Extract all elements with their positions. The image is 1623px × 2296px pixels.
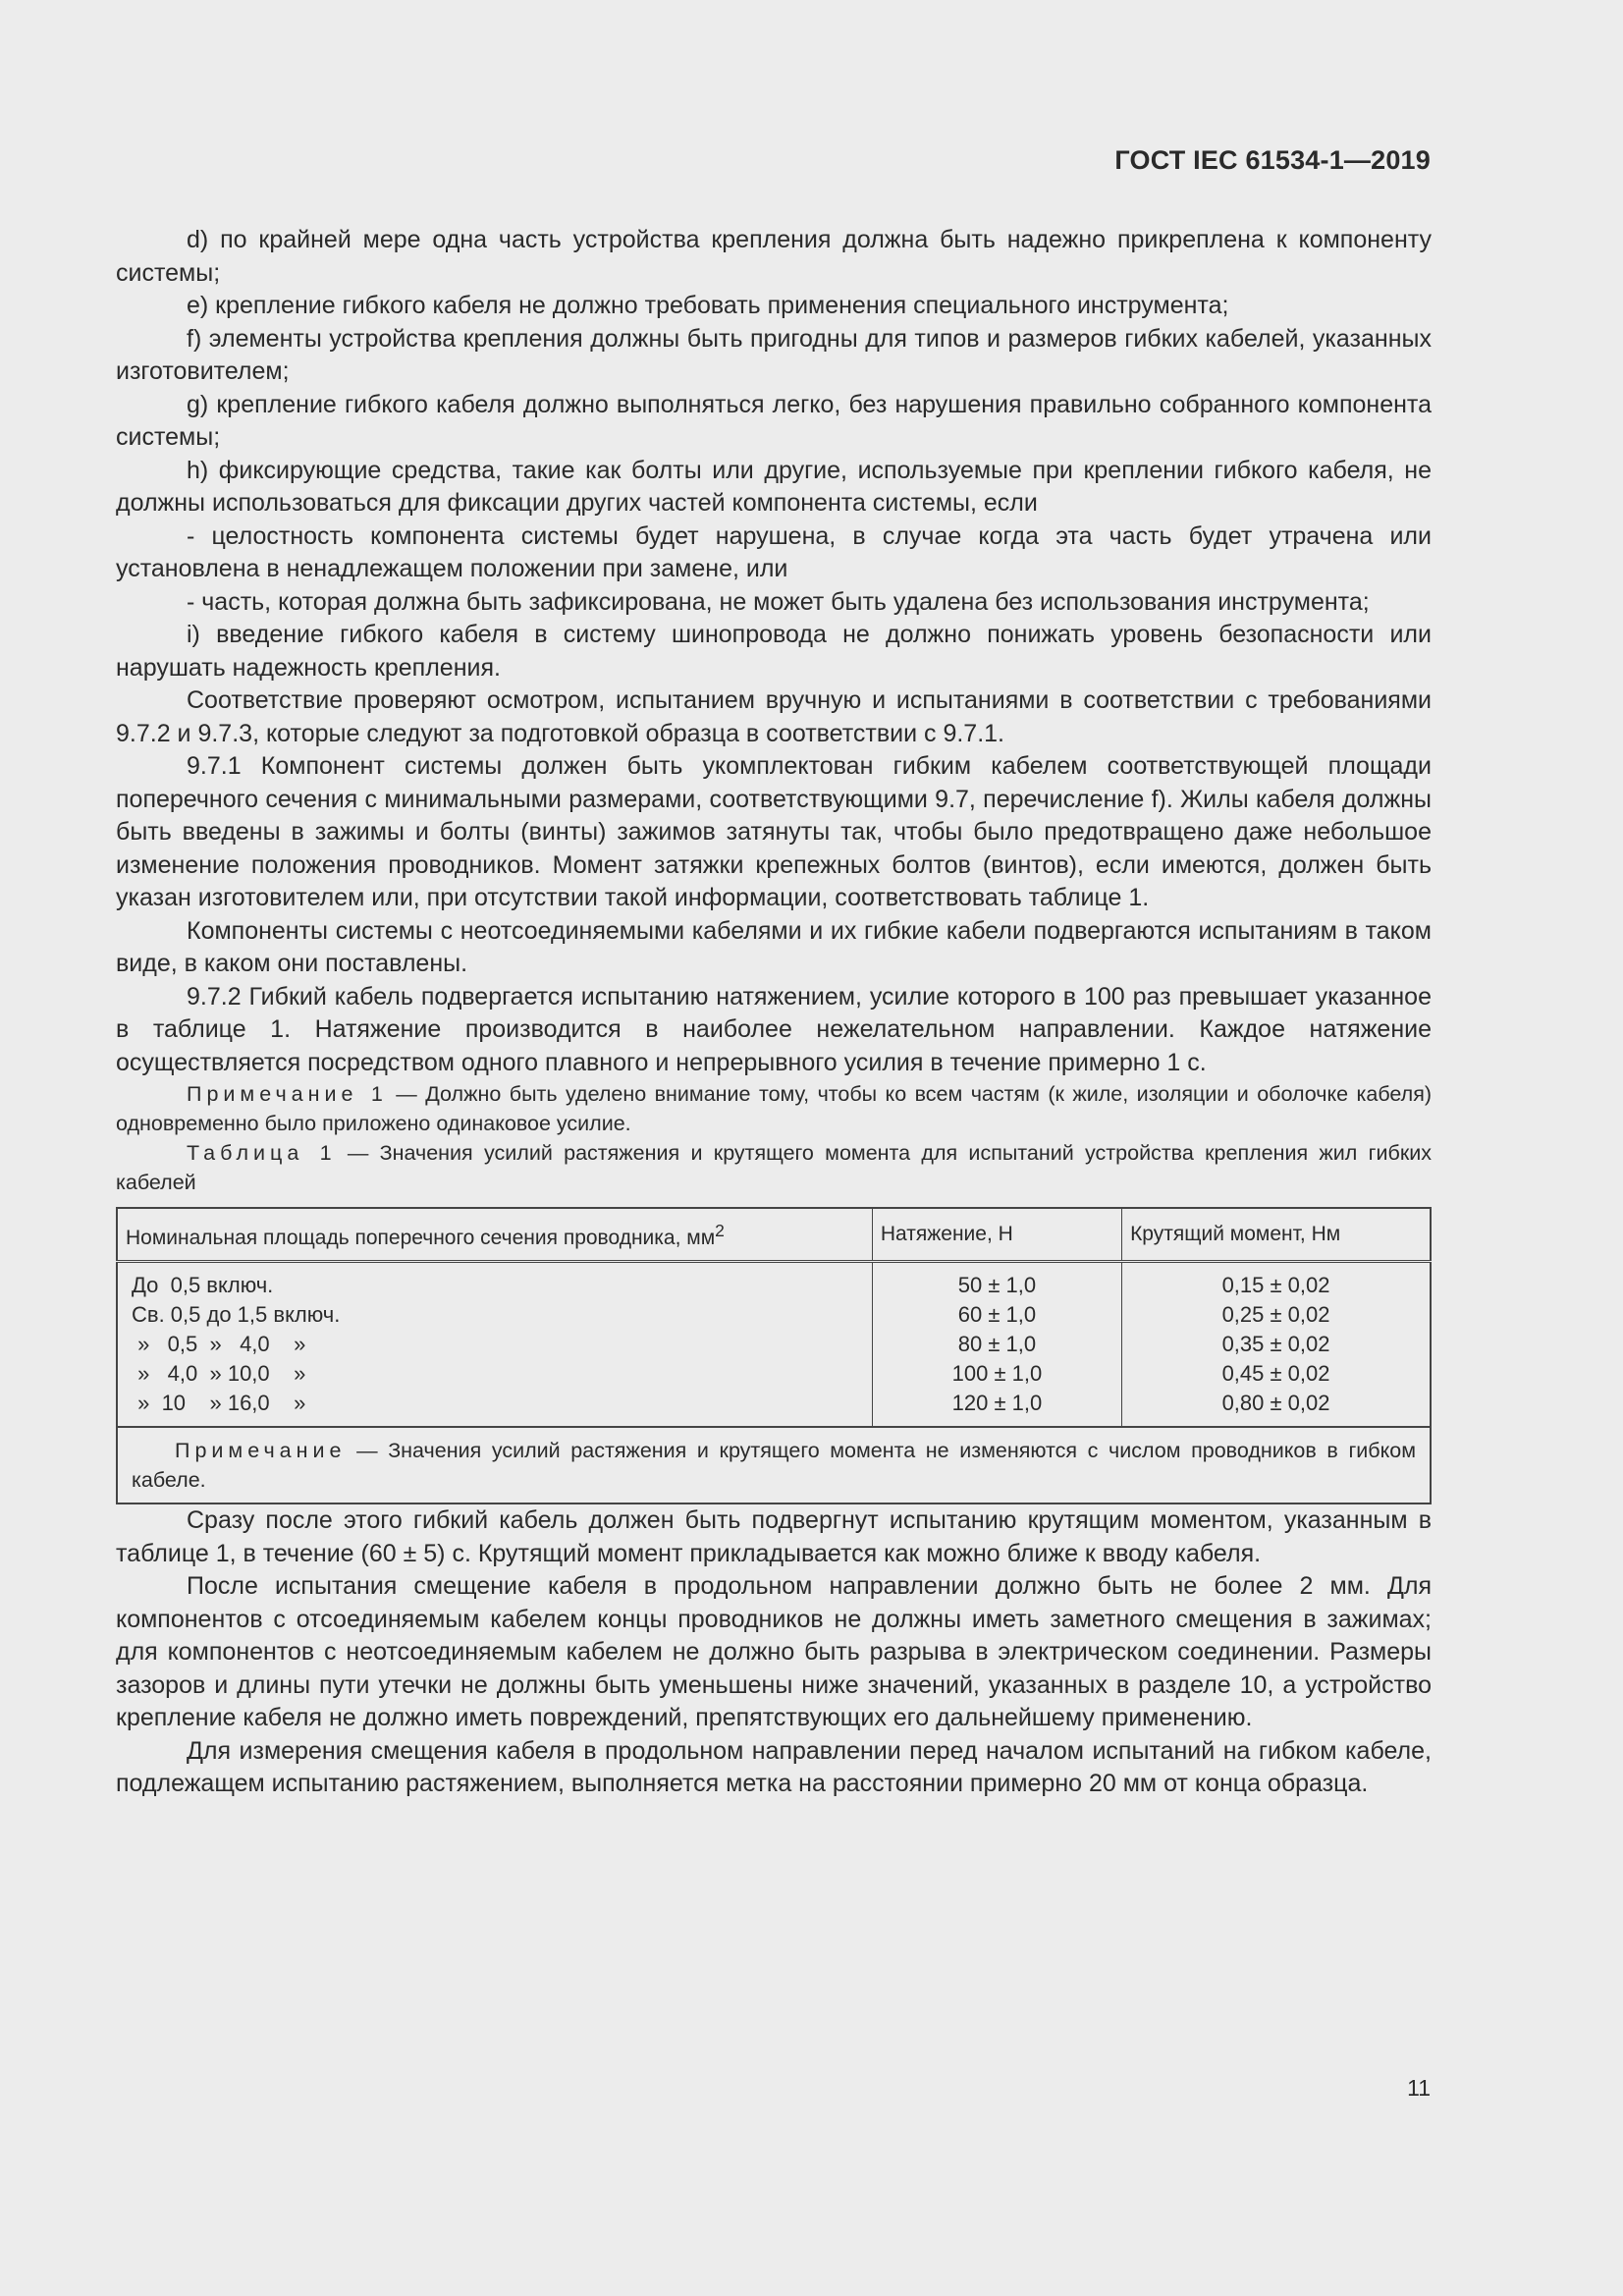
table-cell-torque: 0,15 ± 0,02 0,25 ± 0,02 0,35 ± 0,02 0,45 ± 0,02 0,80 ± 0,02: [1122, 1262, 1431, 1428]
paragraph-compliance: Соответствие проверяют осмотром, испытанием вручную и испытаниями в соответствии с требованиями 9.7.2 и 9.7.3, которые следуют за подготовкой образца в соответствии с 9.7.1.: [116, 686, 1432, 747]
list-item-i: i) введение гибкого кабеля в систему шинопровода не должно понижать уровень безопасности или нарушать надежность крепления.: [116, 621, 1432, 682]
table-1: [116, 1207, 1432, 1504]
table-caption: [116, 1138, 1432, 1197]
sub-item-2: - часть, которая должна быть зафиксирована, не может быть удалена без использования инструмента;: [187, 587, 1370, 616]
table-header-tension: Натяжение, Н: [872, 1208, 1121, 1262]
table-note-row: [117, 1427, 1431, 1503]
paragraph-components: Компоненты системы с неотсоединяемыми кабелями и их гибкие кабели подвергаются испытаниям в таком виде, в каком они поставлены.: [116, 916, 1432, 977]
list-item-e: e) крепление гибкого кабеля не должно требовать применения специального инструмента;: [187, 292, 1229, 319]
paragraph-measurement: Для измерения смещения кабеля в продольном направлении перед началом испытаний на гибком кабеле, подлежащем испытанию растяжением, выполняется метка на расстоянии примерно 20 мм от конца образца.: [116, 1736, 1432, 1797]
page-number: 11: [1407, 2075, 1431, 2101]
paragraph-9-7-2: 9.7.2 Гибкий кабель подвергается испытанию натяжением, усилие которого в 100 раз превышает указанное в таблице 1. Натяжение производится в наиболее нежелательном направлении. Каждое натяжение осуществляется посредством одного плавного и непрерывного усилия в течение примерно 1 с.: [116, 982, 1432, 1076]
table-note-label: Примечание: [175, 1439, 347, 1462]
paragraph-after-test: После испытания смещение кабеля в продольном направлении должно быть не более 2 мм. Для компонентов с отсоединяемым кабелем концы проводников не должны иметь заметного смещения в зажимах; для компонентов с неотсоединяемым кабелем не должно быть разрыва в электрическом соединении. Размеры зазоров и длины пути утечки не должны быть уменьшены ниже значений, указанных в разделе 10, а устройство крепление кабеля не должно иметь повреждений, препятствующих его дальнейшему применению.: [116, 1572, 1432, 1731]
body-text: [116, 224, 1432, 1801]
paragraph-torque-test: Сразу после этого гибкий кабель должен быть подвергнут испытанию крутящим моментом, указанным в таблице 1, в течение (60 ± 5) с. Крутящий момент прикладывается как можно ближе к вводу кабеля.: [116, 1506, 1432, 1567]
document-header: ГОСТ IEC 61534-1—2019: [1114, 145, 1431, 175]
note-1: [116, 1079, 1432, 1138]
table-caption-label: Таблица 1: [187, 1141, 337, 1165]
table-header-area: Номинальная площадь поперечного сечения проводника, $мм^2$: [117, 1208, 872, 1262]
paragraph-9-7-1: 9.7.1 Компонент системы должен быть укомплектован гибким кабелем соответствующей площади поперечного сечения с минимальными размерами, соответствующими 9.7, перечисление f). Жилы кабеля должны быть введены в зажимы и болты (винты) зажимов затянуты так, чтобы было предотвращено даже небольшое изменение положения проводников. Момент затяжки крепежных болтов (винтов), если имеются, должен быть указан изготовителем или, при отсутствии такой информации, соответствовать таблице 1.: [116, 752, 1432, 911]
table-cell-tension: 50 ± 1,0 60 ± 1,0 80 ± 1,0 100 ± 1,0 120 ± 1,0: [872, 1262, 1121, 1428]
list-item-d: d) по крайней мере одна часть устройства крепления должна быть надежно прикреплена к компоненту системы;: [116, 226, 1432, 287]
table-header-torque: Крутящий момент, Нм: [1122, 1208, 1431, 1262]
table-row: [117, 1262, 1431, 1428]
note-1-text: — Должно быть уделено внимание тому, чтобы ко всем частям (к жиле, изоляции и оболочке кабеля) одновременно было приложено одинаковое усилие.: [116, 1082, 1433, 1135]
list-item-h: h) фиксирующие средства, такие как болты или другие, используемые при креплении гибкого кабеля, не должны использоваться для фиксации других частей компонента системы, если: [116, 456, 1432, 517]
table-cell-area: До 0,5 включ. Св. 0,5 до 1,5 включ. » 0,5 » 4,0 » » 4,0 » 10,0 » » 10 » 16,0 »: [117, 1262, 872, 1428]
sub-item-1: - целостность компонента системы будет нарушена, в случае когда эта часть будет утрачена или установлена в ненадлежащем положении при замене, или: [116, 521, 1432, 582]
table-note: [117, 1427, 1431, 1503]
table-caption-text: — Значения усилий растяжения и крутящего момента для испытаний устройства крепления жил гибких кабелей: [116, 1141, 1432, 1194]
table-note-text: — Значения усилий растяжения и крутящего момента не изменяются с числом проводников в гибком кабеле.: [132, 1439, 1416, 1492]
note-1-label: Примечание 1: [187, 1082, 388, 1106]
list-item-g: g) крепление гибкого кабеля должно выполняться легко, без нарушения правильно собранного компонента системы;: [116, 390, 1432, 451]
list-item-f: f) элементы устройства крепления должны быть пригодны для типов и размеров гибких кабелей, указанных изготовителем;: [116, 324, 1432, 385]
